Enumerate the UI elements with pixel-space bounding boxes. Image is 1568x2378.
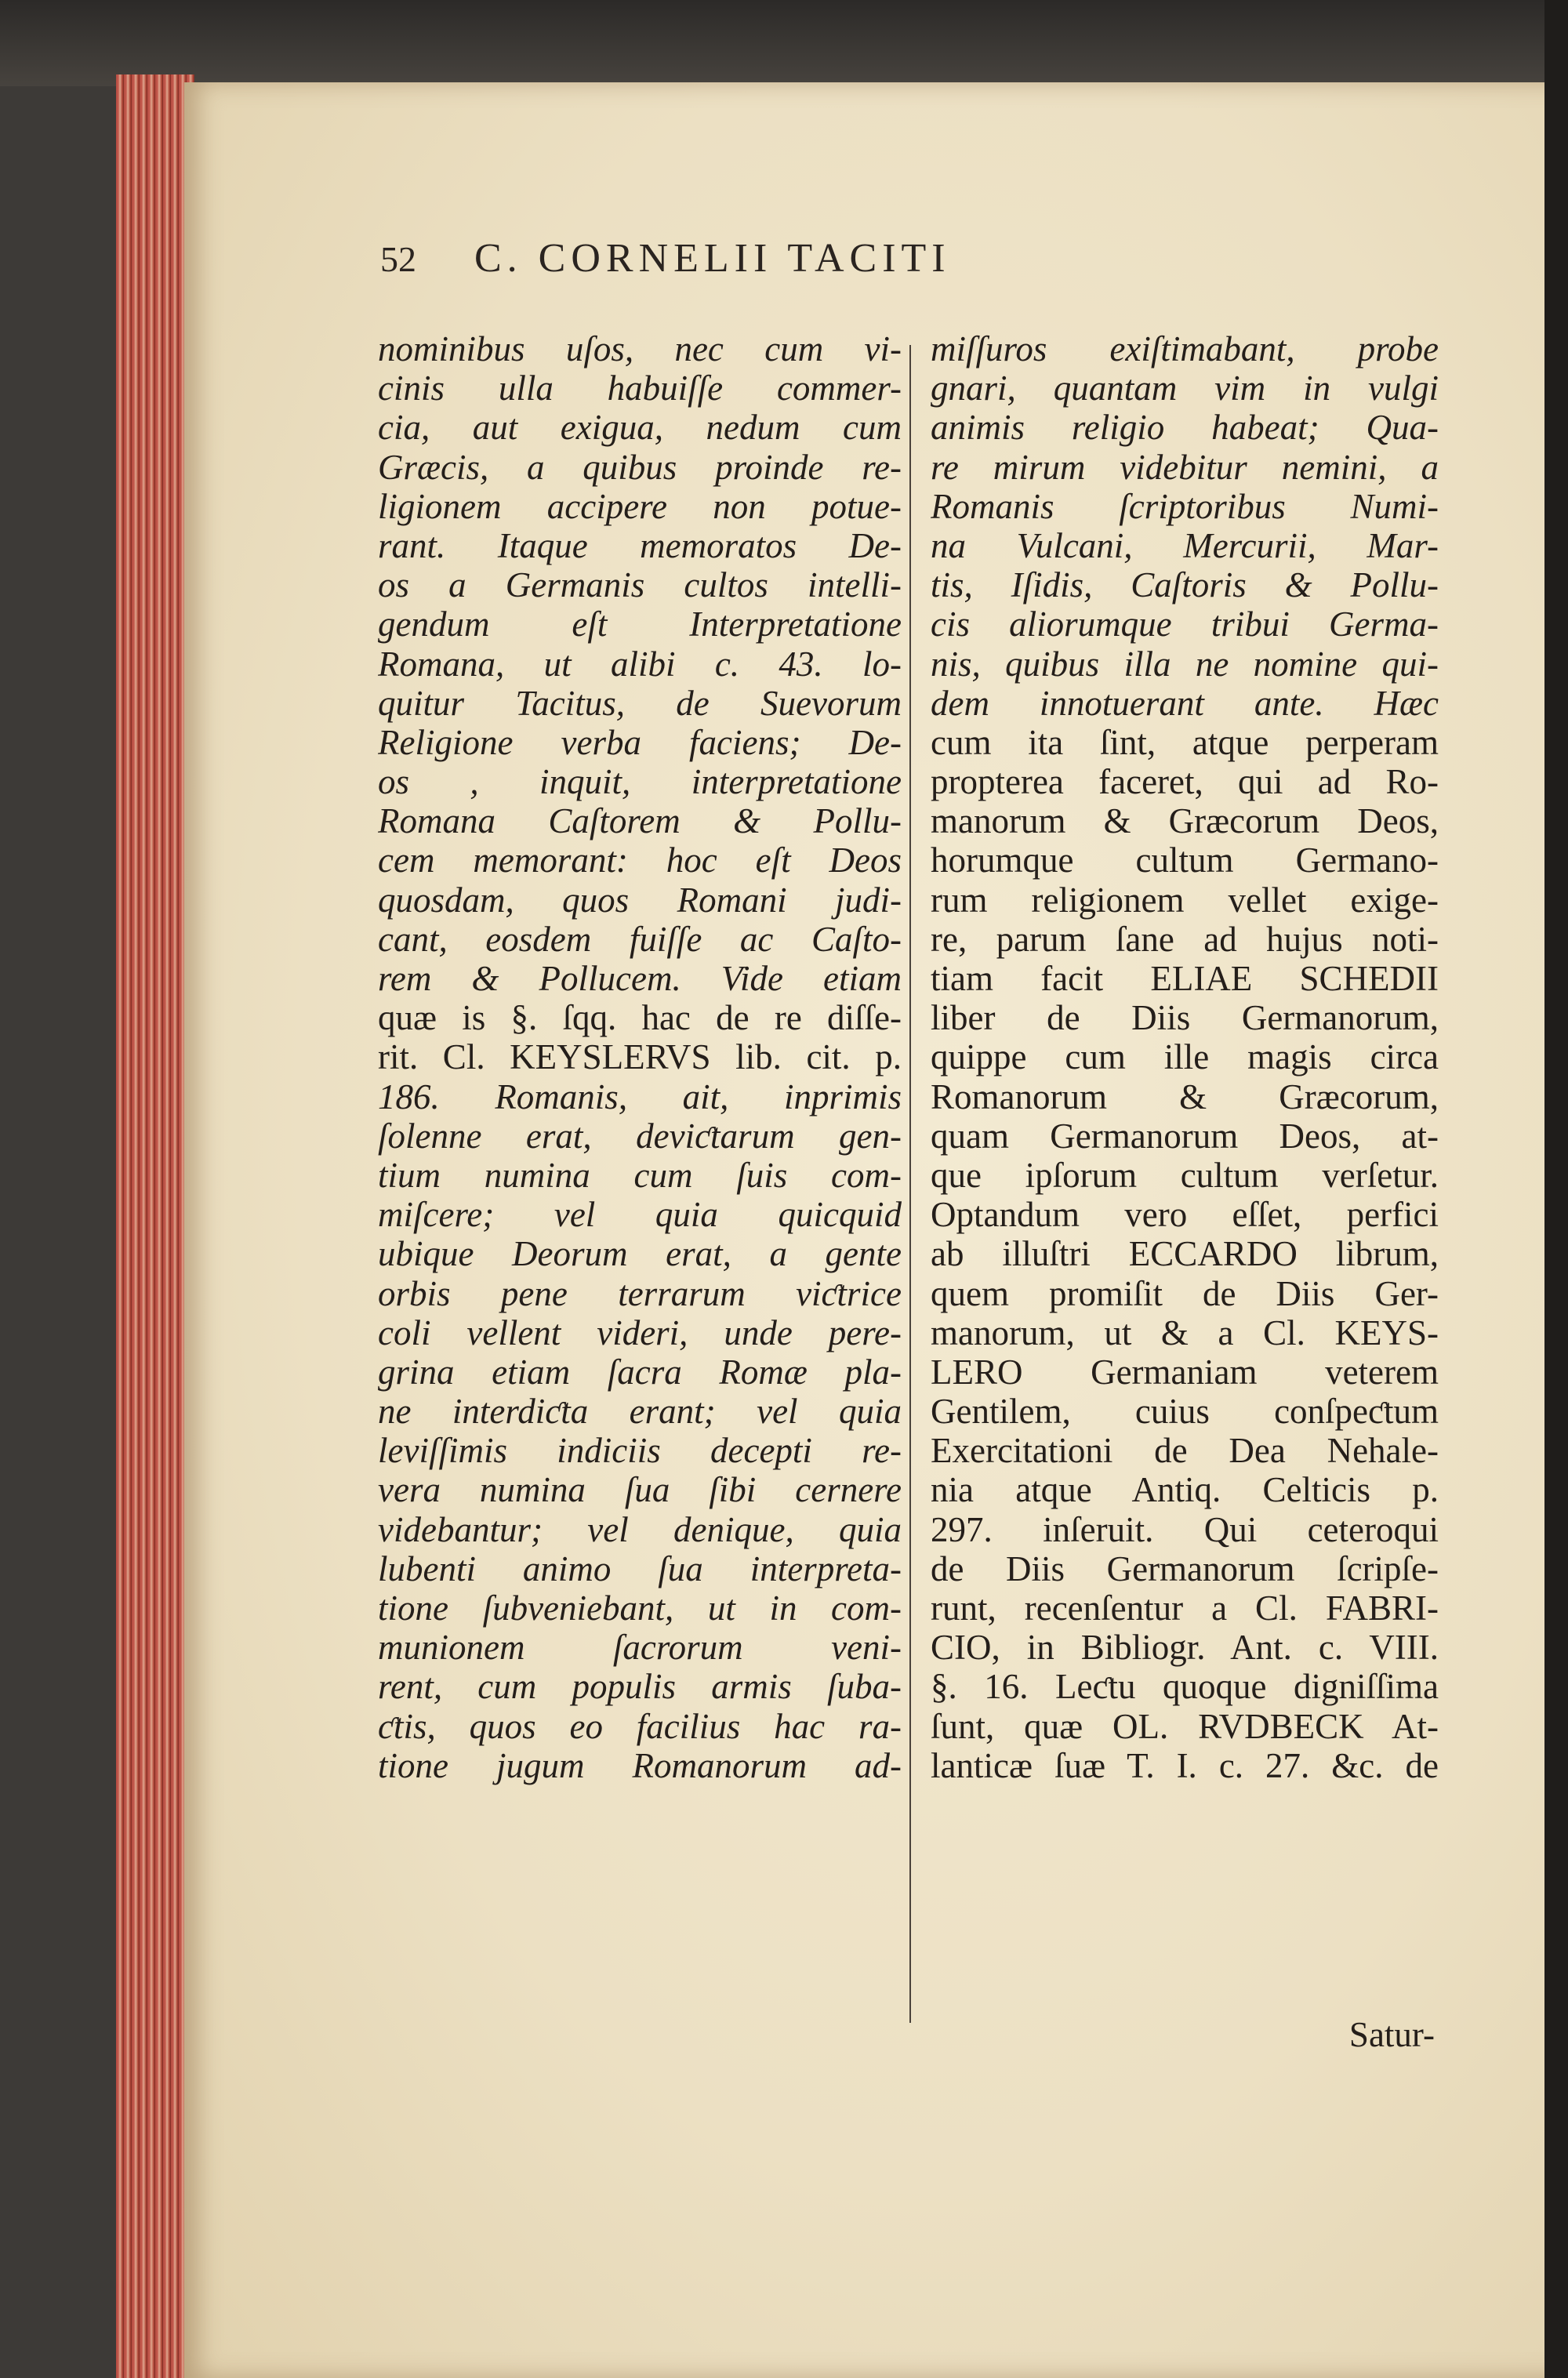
right-column [931,329,1439,2054]
text-line: rem & Pollucem. Vide etiam [378,959,902,998]
text-line: cis aliorumque tribui Germa- [931,604,1439,644]
text-line: tione ſubveniebant, ut in com- [378,1588,902,1628]
text-line: horumque cultum Germano- [931,840,1439,880]
text-line: gendum eſt Interpretatione [378,604,902,644]
running-title: C. CORNELII TACITI [474,236,951,281]
text-line: rent, cum populis armis ſuba- [378,1667,902,1707]
text-line: de Diis Germanorum ſcripſe- [931,1548,1439,1588]
text-line: 297. inſeruit. Qui ceteroqui [931,1509,1439,1549]
text-line: orbis pene terrarum viƈtrice [378,1273,902,1313]
scan-border [1544,0,1568,2378]
text-line: ne interdiƈta erant; vel quia [378,1392,902,1432]
text-line: nominibus uſos, nec cum vi- [378,329,902,368]
text-line: manorum, ut & a Cl. KEYS- [931,1312,1439,1352]
text-line: re mirum videbitur nemini, a [931,447,1439,487]
text-line: ab illuſtri ECCARDO librum, [931,1234,1439,1274]
text-line: lanticæ ſuæ T. I. c. 27. &c. de [931,1745,1439,1785]
text-line: munionem ſacrorum veni- [378,1628,902,1668]
backdrop [0,0,1568,86]
text-line: ƈtis, quos eo facilius hac ra- [378,1706,902,1746]
text-line: os a Germanis cultos intelli- [378,565,902,605]
text-line: dem innotuerant ante. Hæc [931,683,1439,723]
text-line: manorum & Græcorum Deos, [931,801,1439,841]
text-line: Romana, ut alibi c. 43. lo- [378,644,902,684]
text-line: quippe cum ille magis circa [931,1037,1439,1077]
text-line: quæ is §. ſqq. hac de re diſſe- [378,998,902,1038]
text-line: propterea faceret, qui ad Ro- [931,762,1439,802]
text-line: re, parum ſane ad hujus noti- [931,919,1439,959]
text-line: rit. Cl. KEYSLERVS lib. cit. p. [378,1037,902,1077]
text-line: que ipſorum cultum verſetur. [931,1155,1439,1195]
text-line: Religione verba faciens; De- [378,722,902,762]
text-line: leviſſimis indiciis decepti re- [378,1431,902,1471]
text-line: quem promiſit de Diis Ger- [931,1273,1439,1313]
text-line: Græcis, a quibus proinde re- [378,447,902,487]
text-line: animis religio habeat; Qua- [931,408,1439,448]
text-line: ſunt, quæ OL. RVDBECK At- [931,1706,1439,1746]
text-line: gnari, quantam vim in vulgi [931,368,1439,408]
text-line: nia atque Antiq. Celticis p. [931,1470,1439,1510]
text-line: grina etiam ſacra Romæ pla- [378,1352,902,1392]
text-line: LERO Germaniam veterem [931,1352,1439,1392]
text-line: tium numina cum ſuis com- [378,1155,902,1195]
text-line: miſcere; vel quia quicquid [378,1195,902,1235]
text-line: cem memorant: hoc eſt Deos [378,840,902,880]
text-line: cant, eosdem fuiſſe ac Caſto- [378,919,902,959]
text-line: 186. Romanis, ait, inprimis [378,1076,902,1116]
text-line: runt, recenſentur a Cl. FABRI- [931,1588,1439,1628]
text-line: §. 16. Leƈtu quoque digniſſima [931,1667,1439,1707]
text-line: quosdam, quos Romani judi- [378,880,902,920]
page-number: 52 [380,239,416,279]
catchword: Satur- [1348,2015,1435,2054]
text-line: tis, Iſidis, Caſtoris & Pollu- [931,565,1439,605]
running-head [380,235,1180,298]
text-line: na Vulcani, Mercurii, Mar- [931,525,1439,565]
text-line: miſſuros exiſtimabant, probe [931,329,1439,368]
text-line: cinis ulla habuiſſe commer- [378,368,902,408]
text-line: Exercitationi de Dea Nehale- [931,1431,1439,1471]
text-line: quam Germanorum Deos, at- [931,1116,1439,1156]
text-line: rant. Itaque memoratos De- [378,525,902,565]
text-line: tiam facit ELIAE SCHEDII [931,959,1439,998]
text-line: cum ita ſint, atque perperam [931,722,1439,762]
text-line: ubique Deorum erat, a gente [378,1234,902,1274]
text-line: lubenti animo ſua interpreta- [378,1548,902,1588]
text-line: vera numina ſua ſibi cernere [378,1470,902,1510]
text-line: Romana Caſtorem & Pollu- [378,801,902,841]
text-line: Optandum vero eſſet, perfici [931,1195,1439,1235]
text-line: rum religionem vellet exige- [931,880,1439,920]
text-line: os , inquit, interpretatione [378,762,902,802]
text-line: tione jugum Romanorum ad- [378,1745,902,1785]
text-line: Romanorum & Græcorum, [931,1076,1439,1116]
text-line: liber de Diis Germanorum, [931,998,1439,1038]
text-line: videbantur; vel denique, quia [378,1509,902,1549]
text-line: nis, quibus illa ne nomine qui- [931,644,1439,684]
text-line: Gentilem, cuius conſpeƈtum [931,1392,1439,1432]
left-column [378,329,902,2054]
text-line: quitur Tacitus, de Suevorum [378,683,902,723]
text-line: Romanis ſcriptoribus Numi- [931,486,1439,526]
text-line: CIO, in Bibliogr. Ant. c. VIII. [931,1628,1439,1668]
text-line: coli vellent videri, unde pere- [378,1312,902,1352]
book-page-edges [116,74,194,2378]
text-line: ligionem accipere non potue- [378,486,902,526]
text-line: ſolenne erat, deviƈtarum gen- [378,1116,902,1156]
text-line: cia, aut exigua, nedum cum [378,408,902,448]
column-divider [909,345,911,2023]
